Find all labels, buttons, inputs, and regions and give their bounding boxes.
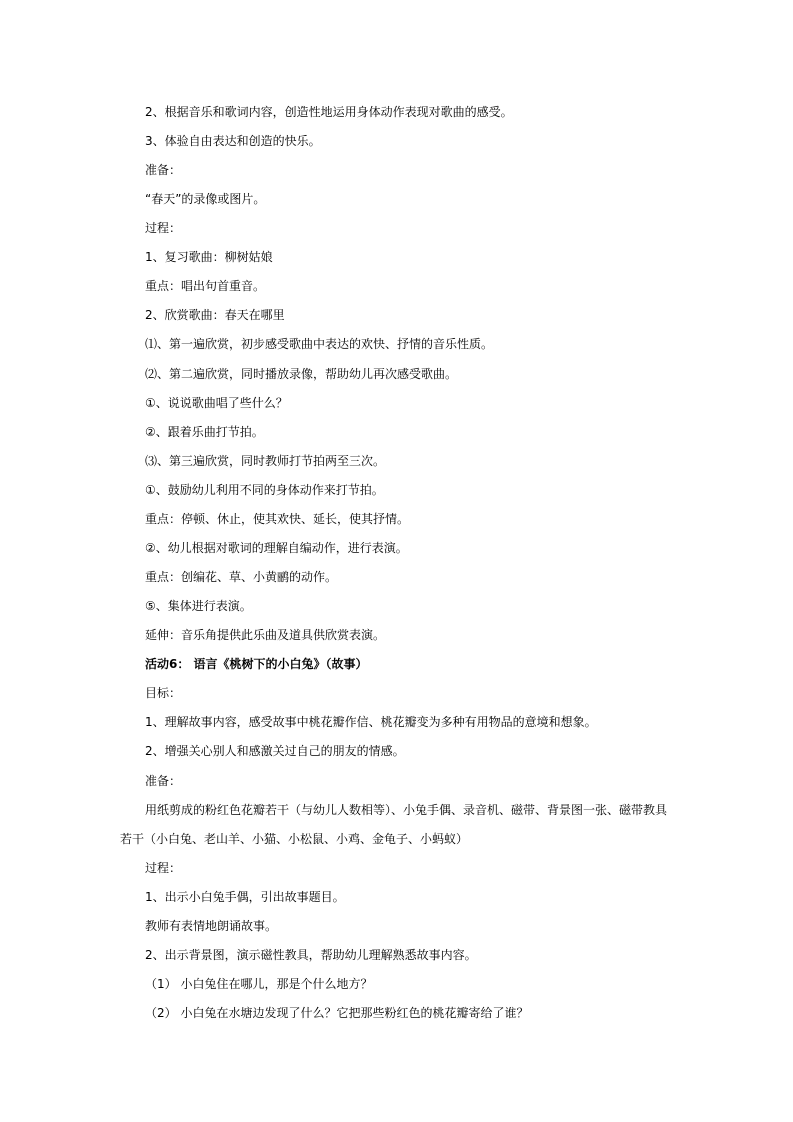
text-line: 2、增强关心别人和感激关过自己的朋友的情感。: [145, 744, 405, 758]
section-label: 过程：: [145, 861, 182, 875]
text-line: 重点：唱出句首重音。: [145, 279, 266, 293]
activity-heading: 活动6： 语言《桃树下的小白兔》（故事）: [145, 657, 368, 671]
text-line: 重点：创编花、草、小黄鹂的动作。: [145, 570, 338, 584]
text-line: 延伸：音乐角提供此乐曲及道具供欣赏表演。: [145, 628, 386, 642]
text-line: 重点：停顿、休止，使其欢快、延长，使其抒情。: [145, 512, 410, 526]
question-line: （1） 小白兔住在哪儿，那是个什么地方？: [145, 977, 373, 991]
section-label: 过程：: [145, 221, 182, 235]
text-line: “春天”的录像或图片。: [145, 192, 266, 206]
text-line: ⑴、第一遍欣赏，初步感受歌曲中表达的欢快、抒情的音乐性质。: [145, 337, 494, 351]
text-line: 1、复习歌曲：柳树姑娘: [145, 250, 273, 264]
text-line: ⑤、集体进行表演。: [145, 599, 252, 613]
text-line: ②、跟着乐曲打节拍。: [145, 425, 264, 439]
text-line: 1、出示小白兔手偶，引出故事题目。: [145, 890, 345, 904]
text-line: 用纸剪成的粉红色花瓣若干（与幼儿人数相等）、小兔手偶、录音机、磁带、背景图一张、磁带教具: [145, 803, 668, 817]
section-label: 准备：: [145, 163, 182, 177]
section-label: 准备：: [145, 774, 182, 788]
text-line: 2、根据音乐和歌词内容，创造性地运用身体动作表现对歌曲的感受。: [145, 105, 513, 119]
text-line: 2、出示背景图，演示磁性教具，帮助幼儿理解熟悉故事内容。: [145, 948, 477, 962]
text-line: ①、鼓励幼儿利用不同的身体动作来打节拍。: [145, 483, 384, 497]
text-line: ⑵、第二遍欣赏，同时播放录像，帮助幼儿再次感受歌曲。: [145, 367, 458, 381]
question-line: （2） 小白兔在水塘边发现了什么？它把那些粉红色的桃花瓣寄给了谁？: [145, 1006, 529, 1020]
text-line: ②、幼儿根据对歌词的理解自编动作，进行表演。: [145, 541, 408, 555]
text-line: 1、理解故事内容，感受故事中桃花瓣作信、桃花瓣变为多种有用物品的意境和想象。: [145, 715, 597, 729]
text-line: 2、欣赏歌曲：春天在哪里: [145, 308, 285, 322]
text-line: 3、体验自由表达和创造的快乐。: [145, 134, 321, 148]
text-line: 若干（小白兔、老山羊、小猫、小松鼠、小鸡、金龟子、小蚂蚁）: [120, 832, 469, 846]
text-line: ①、说说歌曲唱了些什么？: [145, 396, 288, 410]
text-line: ⑶、第三遍欣赏，同时教师打节拍两至三次。: [145, 454, 386, 468]
text-line: 教师有表情地朗诵故事。: [145, 919, 278, 933]
section-label: 目标：: [145, 686, 182, 700]
